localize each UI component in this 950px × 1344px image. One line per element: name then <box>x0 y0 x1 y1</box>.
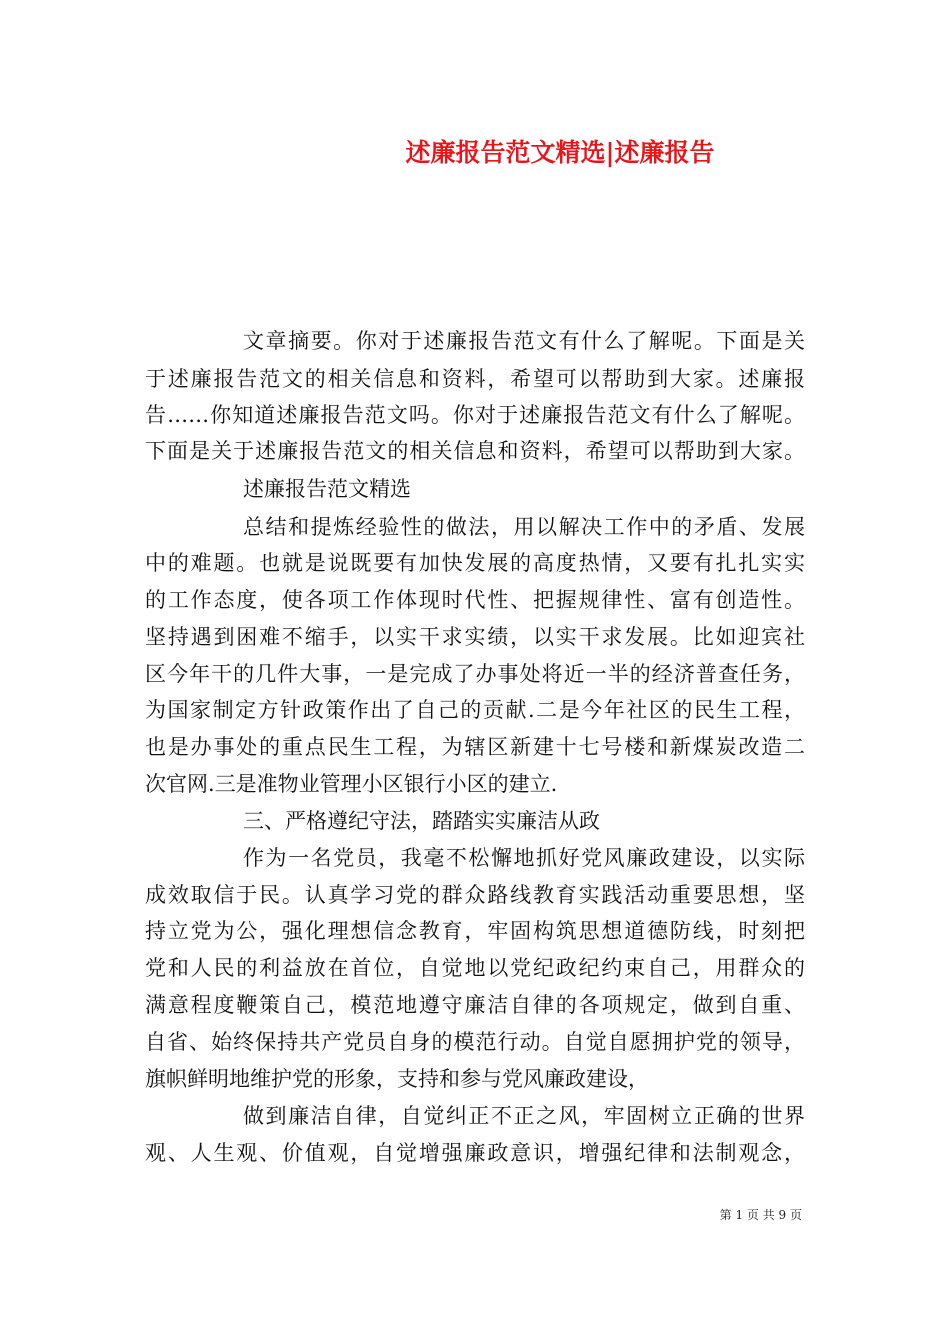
paragraph-line: 于述廉报告范文的相关信息和资料，希望可以帮助到大家。述廉报 <box>145 367 805 391</box>
paragraph-line: 满意程度鞭策自己，模范地遵守廉洁自律的各项规定，做到自重、 <box>145 993 805 1017</box>
section-heading: 三、严格遵纪守法，踏踏实实廉洁从政 <box>243 809 600 833</box>
paragraph-line: 旗帜鲜明地维护党的形象，支持和参与党风廉政建设， <box>145 1067 649 1091</box>
paragraph-line: 做到廉洁自律，自觉纠正不正之风，牢固树立正确的世界 <box>243 1104 805 1128</box>
paragraph-line: 中的难题。也就是说既要有加快发展的高度热情，又要有扎扎实实 <box>145 551 805 575</box>
paragraph-line: 为国家制定方针政策作出了自己的贡献.二是今年社区的民生工程， <box>145 698 805 722</box>
paragraph-line: 坚持遇到困难不缩手，以实干求实绩，以实干求发展。比如迎宾社 <box>145 625 805 649</box>
paragraph-line: 次官网.三是准物业管理小区银行小区的建立. <box>145 772 558 796</box>
paragraph-line: 总结和提炼经验性的做法，用以解决工作中的矛盾、发展 <box>243 515 805 539</box>
section-heading: 述廉报告范文精选 <box>243 477 411 501</box>
paragraph-line: 观、人生观、价值观，自觉增强廉政意识，增强纪律和法制观念， <box>145 1141 805 1165</box>
paragraph-line: 告……你知道述廉报告范文吗。你对于述廉报告范文有什么了解呢。 <box>145 403 805 427</box>
page-number: 第 1 页 共 9 页 <box>719 1208 802 1222</box>
paragraph-line: 持立党为公，强化理想信念教育，牢固构筑思想道德防线，时刻把 <box>145 919 805 943</box>
paragraph-line: 区今年干的几件大事，一是完成了办事处将近一半的经济普查任务， <box>145 662 805 686</box>
paragraph-line: 成效取信于民。认真学习党的群众路线教育实践活动重要思想，坚 <box>145 883 805 907</box>
paragraph-line: 自省、始终保持共产党员自身的模范行动。自觉自愿拥护党的领导， <box>145 1030 805 1054</box>
paragraph-line: 党和人民的利益放在首位，自觉地以党纪政纪约束自己，用群众的 <box>145 956 805 980</box>
paragraph-line: 下面是关于述廉报告范文的相关信息和资料，希望可以帮助到大家。 <box>145 439 805 463</box>
page-title: 述廉报告范文精选|述廉报告 <box>405 138 715 167</box>
paragraph-line: 文章摘要。你对于述廉报告范文有什么了解呢。下面是关 <box>243 329 805 353</box>
paragraph-line: 也是办事处的重点民生工程，为辖区新建十七号楼和新煤炭改造二 <box>145 735 805 759</box>
paragraph-line: 作为一名党员，我毫不松懈地抓好党风廉政建设，以实际 <box>243 846 805 870</box>
paragraph-line: 的工作态度，使各项工作体现时代性、把握规律性、富有创造性。 <box>145 588 805 612</box>
